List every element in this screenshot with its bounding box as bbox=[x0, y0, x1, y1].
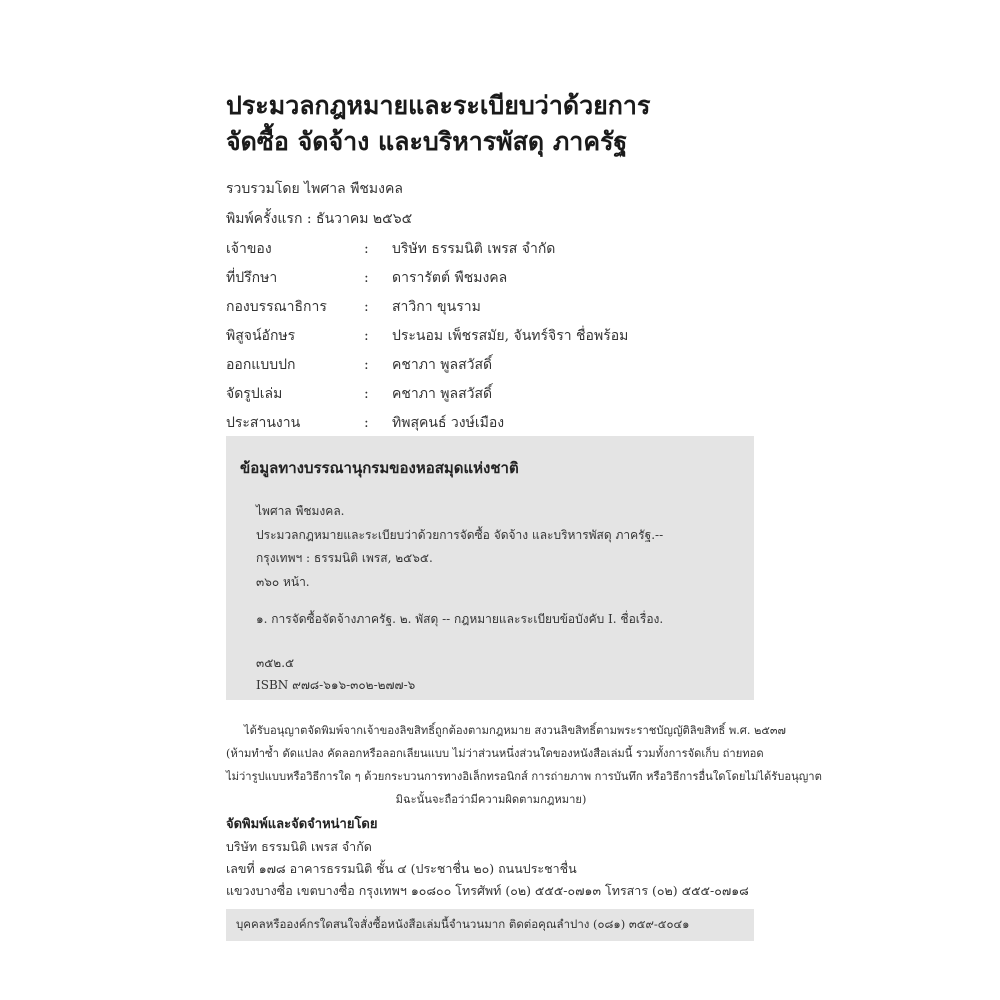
credit-label: ประสานงาน bbox=[226, 414, 301, 431]
credit-label: ที่ปรึกษา bbox=[226, 269, 278, 286]
credit-row-proofreading bbox=[226, 321, 766, 350]
credit-colon: : bbox=[364, 240, 369, 257]
compiled-by: รวบรวมโดย ไพศาล พืชมงคล bbox=[226, 181, 403, 197]
credit-value: ประนอม เพ็ชรสมัย, จันทร์จิรา ชื่อพร้อม bbox=[392, 327, 629, 344]
book-title-line-2: จัดซื้อ จัดจ้าง และบริหารพัสดุ ภาครัฐ bbox=[226, 127, 628, 156]
credit-row-advisor bbox=[226, 263, 766, 292]
bulk-order-contact-box bbox=[226, 909, 754, 941]
book-title bbox=[226, 88, 786, 160]
credit-label: กองบรรณาธิการ bbox=[226, 298, 327, 315]
copyright-notice bbox=[226, 719, 822, 811]
credit-colon: : bbox=[364, 327, 369, 344]
credit-row-cover-design bbox=[226, 350, 766, 379]
credit-row-layout bbox=[226, 379, 766, 408]
credit-colon: : bbox=[364, 385, 369, 402]
book-title-line-1: ประมวลกฎหมายและระเบียบว่าด้วยการ bbox=[226, 91, 651, 120]
credit-value: คชาภา พูลสวัสดิ์ bbox=[392, 385, 493, 402]
bulk-order-contact-text: บุคคลหรือองค์กรใดสนใจสั่งซื้อหนังสือเล่มนี้จำนวนมาก ติดต่อคุณลำปาง (๐๘๑) ๓๕๙-๕๐๔๑ bbox=[236, 917, 690, 931]
cataloging-pages: ๓๖๐ หน้า. bbox=[256, 575, 310, 589]
publisher-name: บริษัท ธรรมนิติ เพรส จำกัด bbox=[226, 839, 372, 854]
credit-value: คชาภา พูลสวัสดิ์ bbox=[392, 356, 493, 373]
cataloging-box bbox=[226, 436, 754, 700]
credit-value: ดารารัตต์ พืชมงคล bbox=[392, 269, 508, 286]
credit-row-coordinator bbox=[226, 408, 766, 437]
publisher-address-line-2: แขวงบางซื่อ เขตบางซื่อ กรุงเทพฯ ๑๐๘๐๐ โทรศัพท์ (๐๒) ๕๕๕-๐๗๑๓ โทรสาร (๐๒) ๕๕๕-๐๗๑๘ bbox=[226, 883, 749, 898]
cataloging-author: ไพศาล พืชมงคล. bbox=[256, 504, 345, 518]
cataloging-subjects: ๑. การจัดซื้อจัดจ้างภาครัฐ. ๒. พัสดุ -- กฎหมายและระเบียบข้อบังคับ I. ชื่อเรื่อง. bbox=[256, 612, 664, 626]
cataloging-imprint: กรุงเทพฯ : ธรรมนิติ เพรส, ๒๕๖๕. bbox=[256, 551, 433, 565]
credit-colon: : bbox=[364, 269, 369, 286]
cataloging-title: ประมวลกฎหมายและระเบียบว่าด้วยการจัดซื้อ จัดจ้าง และบริหารพัสดุ ภาครัฐ.-- bbox=[256, 528, 664, 542]
publisher-info bbox=[226, 814, 766, 902]
publisher-heading: จัดพิมพ์และจัดจำหน่ายโดย bbox=[226, 817, 378, 832]
cataloging-heading: ข้อมูลทางบรรณานุกรมของหอสมุดแห่งชาติ bbox=[240, 459, 519, 477]
credit-value: ทิพสุคนธ์ วงษ์เมือง bbox=[392, 414, 505, 431]
credit-value: บริษัท ธรรมนิติ เพรส จำกัด bbox=[392, 240, 556, 257]
credit-label: จัดรูปเล่ม bbox=[226, 385, 283, 402]
cataloging-classification: ๓๕๒.๕ bbox=[256, 656, 295, 670]
credit-colon: : bbox=[364, 298, 369, 315]
credit-label: ออกแบบปก bbox=[226, 356, 296, 373]
cataloging-isbn: ISBN ๙๗๘-๖๑๖-๓๐๒-๒๗๗-๖ bbox=[256, 678, 416, 692]
credit-label: เจ้าของ bbox=[226, 240, 272, 257]
edition-info: พิมพ์ครั้งแรก : ธันวาคม ๒๕๖๕ bbox=[226, 211, 413, 227]
copyright-line: (ห้ามทำซ้ำ ดัดแปลง คัดลอกหรือลอกเลียนแบบ ไม่ว่าส่วนหนึ่งส่วนใดของหนังสือเล่มนี้ รวมทั้งการจัดเก็บ ถ่ายทอด bbox=[226, 747, 764, 760]
copyright-line: ได้รับอนุญาตจัดพิมพ์จากเจ้าของลิขสิทธิ์ถูกต้องตามกฎหมาย สงวนลิขสิทธิ์ตามพระราชบัญญัติลิขสิทธิ์ พ.ศ. ๒๕๓๗ bbox=[244, 724, 786, 737]
credit-value: สาวิกา ขุนราม bbox=[392, 298, 481, 315]
credit-label: พิสูจน์อักษร bbox=[226, 327, 296, 344]
copyright-line: มิฉะนั้นจะถือว่ามีความผิดตามกฎหมาย) bbox=[395, 793, 587, 806]
credit-colon: : bbox=[364, 356, 369, 373]
credits-list bbox=[226, 234, 766, 437]
credit-row-owner bbox=[226, 234, 766, 263]
credit-colon: : bbox=[364, 414, 369, 431]
publisher-address-line-1: เลขที่ ๑๗๘ อาคารธรรมนิติ ชั้น ๔ (ประชาชื่น ๒๐) ถนนประชาชื่น bbox=[226, 861, 577, 876]
copyright-line: ไม่ว่ารูปแบบหรือวิธีการใด ๆ ด้วยกระบวนการทางอิเล็กทรอนิกส์ การถ่ายภาพ การบันทึก หรือวิธีการอื่นใดโดยไม่ได้รับอนุญาต bbox=[226, 770, 822, 783]
credit-row-editorial bbox=[226, 292, 766, 321]
